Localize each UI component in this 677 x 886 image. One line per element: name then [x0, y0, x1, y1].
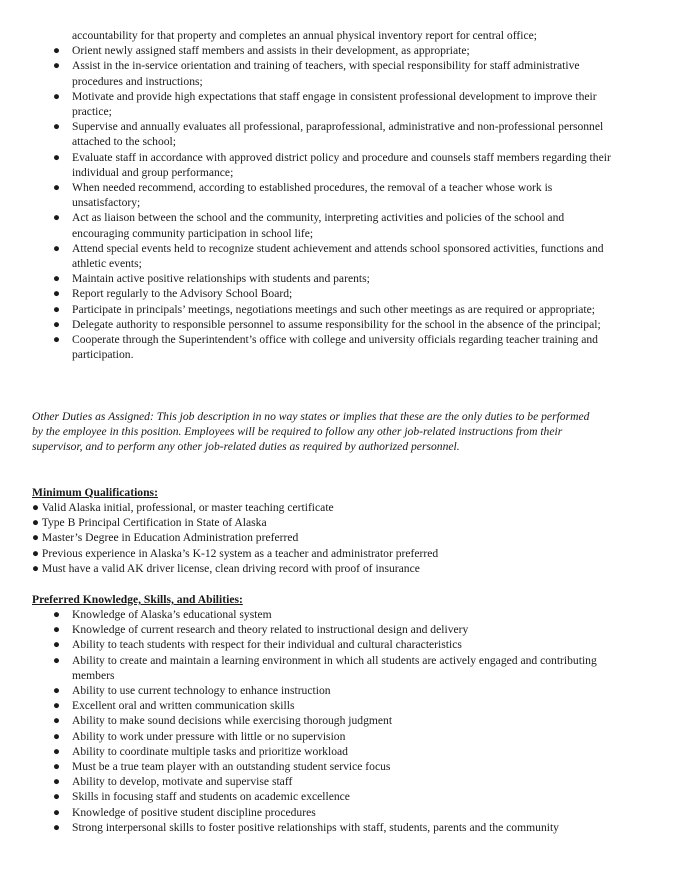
- list-item-text: Strong interpersonal skills to foster positive relationships with staff, students, parents and the community: [72, 820, 559, 834]
- list-item: [0, 729, 677, 744]
- list-item-text: Ability to create and maintain a learning environment in which all students are actively engaged and contributing members: [72, 653, 597, 682]
- list-item-text: Maintain active positive relationships with students and parents;: [72, 272, 370, 286]
- bullet-icon: ●: [53, 333, 61, 347]
- bullet-icon: ●: [53, 760, 61, 774]
- bullet-icon: ●: [53, 820, 61, 834]
- list-item: [0, 637, 677, 652]
- list-item-text: Knowledge of positive student discipline procedures: [72, 805, 316, 819]
- list-item-text: Act as liaison between the school and the community, interpreting activities and policies of the school and encouraging community participation in school life;: [72, 211, 565, 240]
- list-item-text: Orient newly assigned staff members and assists in their development, as appropriate;: [72, 44, 470, 58]
- list-item: [0, 713, 677, 728]
- bullet-icon: ●: [53, 729, 61, 743]
- list-item-text: Delegate authority to responsible personnel to assume responsibility for the school in the absence of the principal;: [72, 317, 601, 331]
- list-item: [0, 119, 677, 149]
- bullet-icon: ●: [53, 272, 61, 286]
- list-item: ● Master’s Degree in Education Administration preferred: [32, 531, 299, 545]
- list-item-text: Ability to use current technology to enhance instruction: [72, 684, 331, 698]
- list-item: [0, 271, 677, 286]
- bullet-icon: ●: [53, 150, 61, 164]
- list-item-text: Cooperate through the Superintendent’s office with college and university officials regarding teacher training and participation.: [72, 333, 598, 362]
- list-item: [0, 317, 677, 332]
- list-item: ● Must have a valid AK driver license, clean driving record with proof of insurance: [32, 561, 420, 575]
- list-item-text: Assist in the in-service orientation and training of teachers, with special responsibility for staff administrative procedures and instructions;: [72, 59, 580, 88]
- list-item: [0, 89, 677, 119]
- bullet-icon: ●: [53, 89, 61, 103]
- list-item-text: Motivate and provide high expectations that staff engage in consistent professional development to improve their practice;: [72, 89, 597, 119]
- list-item: [0, 683, 677, 698]
- list-item-text: Ability to work under pressure with little or no supervision: [72, 729, 346, 743]
- bullet-icon: ●: [53, 211, 61, 225]
- list-item: [0, 43, 677, 58]
- list-item: [0, 150, 677, 180]
- list-item-text: Knowledge of current research and theory related to instructional design and delivery: [72, 623, 469, 637]
- bullet-icon: ●: [53, 744, 61, 758]
- bullet-icon: ●: [53, 59, 61, 73]
- bullet-icon: ●: [53, 775, 61, 789]
- preferred-skills-list: [0, 607, 677, 835]
- duties-continuation-line: accountability for that property and completes an annual physical inventory report for central office;: [72, 29, 537, 42]
- list-item-text: Evaluate staff in accordance with approved district policy and procedure and counsels staff members regarding their individual and group performance;: [72, 150, 611, 179]
- bullet-icon: ●: [53, 302, 61, 316]
- list-item: [0, 774, 677, 789]
- list-item: ● Previous experience in Alaska’s K-12 system as a teacher and administrator preferred: [32, 546, 439, 560]
- list-item: [0, 241, 677, 271]
- bullet-icon: ●: [53, 623, 61, 637]
- minimum-qualifications-heading: Minimum Qualifications:: [32, 486, 158, 499]
- bullet-icon: ●: [53, 44, 61, 58]
- bullet-icon: ●: [53, 241, 61, 255]
- bullet-icon: ●: [53, 805, 61, 819]
- list-item-text: Ability to make sound decisions while exercising thorough judgment: [72, 714, 393, 728]
- list-item: [0, 210, 677, 240]
- bullet-icon: ●: [53, 699, 61, 713]
- bullet-icon: ●: [53, 638, 61, 652]
- list-item: [0, 744, 677, 759]
- list-item: ● Valid Alaska initial, professional, or master teaching certificate: [32, 501, 334, 514]
- list-item-text: Ability to develop, motivate and supervise staff: [72, 775, 293, 789]
- list-item-text: Participate in principals’ meetings, negotiations meetings and such other meetings as are required or appropriate;: [72, 302, 595, 316]
- preferred-bullet-list: [0, 607, 677, 835]
- list-item: [0, 302, 677, 317]
- preferred-skills-heading: Preferred Knowledge, Skills, and Abilities:: [32, 593, 243, 606]
- list-item-text: Must be a true team player with an outstanding student service focus: [72, 760, 391, 774]
- list-item-text: Ability to teach students with respect for their individual and cultural characteristics: [72, 638, 462, 652]
- list-item: [0, 286, 677, 301]
- bullet-icon: ●: [53, 608, 61, 621]
- bullet-icon: ●: [53, 790, 61, 804]
- list-item: [0, 789, 677, 804]
- duties-bullet-list: [0, 43, 677, 362]
- list-item: [0, 805, 677, 820]
- minimum-qualifications-list: [32, 500, 438, 576]
- bullet-icon: ●: [53, 287, 61, 301]
- list-item-text: Ability to coordinate multiple tasks and prioritize workload: [72, 744, 348, 758]
- bullet-icon: ●: [53, 317, 61, 331]
- list-item: [0, 180, 677, 210]
- other-duties-paragraph: Other Duties as Assigned: This job description in no way states or implies that these are the only duties to be performed by the employee in this position. Employees will be required to follow any other job-related instructions from their supervisor, and to perform any other job-related duties as required by authorized personnel.: [32, 410, 590, 454]
- bullet-icon: ●: [53, 653, 61, 667]
- list-item: [0, 58, 677, 88]
- list-item: [0, 332, 677, 362]
- bullet-icon: ●: [53, 181, 61, 195]
- list-item-text: Knowledge of Alaska’s educational system: [72, 608, 272, 621]
- list-item: [0, 698, 677, 713]
- bullet-icon: ●: [53, 120, 61, 134]
- list-item-text: Skills in focusing staff and students on academic excellence: [72, 790, 350, 804]
- bullet-icon: ●: [53, 714, 61, 728]
- duties-list: [0, 28, 677, 362]
- list-item-text: When needed recommend, according to established procedures, the removal of a teacher whose work is unsatisfactory;: [72, 181, 553, 210]
- bullet-icon: ●: [53, 684, 61, 698]
- list-item: [0, 820, 677, 835]
- list-item: [0, 622, 677, 637]
- list-item: [0, 759, 677, 774]
- list-item: ● Type B Principal Certification in State of Alaska: [32, 516, 267, 530]
- list-item-text: Excellent oral and written communication skills: [72, 699, 295, 713]
- list-item: [0, 607, 677, 622]
- list-item-text: Attend special events held to recognize student achievement and attends school sponsored activities, functions and athletic events;: [72, 241, 604, 271]
- list-item-text: Report regularly to the Advisory School Board;: [72, 287, 293, 301]
- list-item: [0, 653, 677, 683]
- list-item-text: Supervise and annually evaluates all professional, paraprofessional, administrative and non-professional personnel attached to the school;: [72, 120, 604, 149]
